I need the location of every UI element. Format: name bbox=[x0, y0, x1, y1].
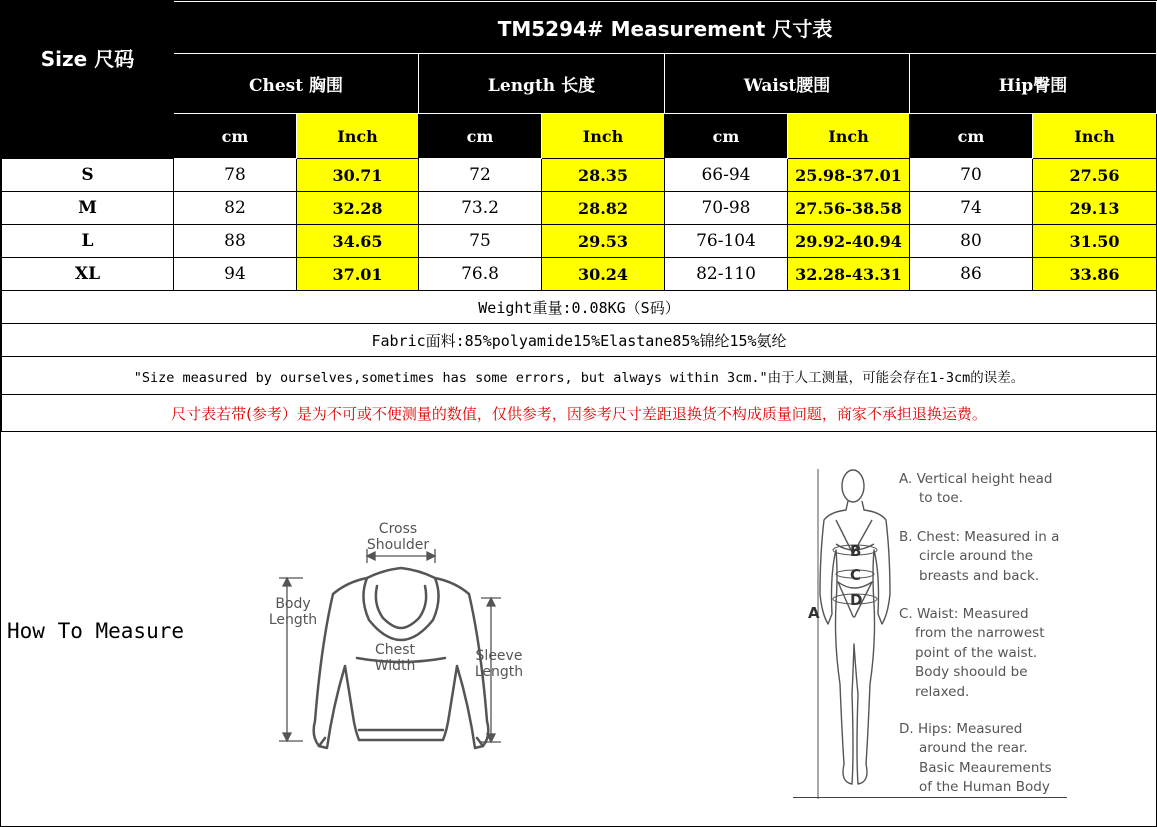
definition-b: B. Chest: Measured in a circle around the breasts and back. bbox=[899, 529, 1060, 584]
waist-cm-cell: 76-104 bbox=[665, 225, 788, 258]
body-length-label: Body Length bbox=[268, 596, 318, 628]
length-inch-cell: 28.35 bbox=[542, 159, 665, 192]
marker-a: A bbox=[808, 604, 820, 622]
length-inch-cell: 30.24 bbox=[542, 258, 665, 291]
hip-inch-cell: 29.13 bbox=[1033, 192, 1157, 225]
hip-cm-cell: 86 bbox=[910, 258, 1033, 291]
group-header-chest: Chest 胸围 bbox=[174, 54, 419, 114]
marker-c: C bbox=[850, 566, 862, 584]
chart-title: TM5294# Measurement 尺寸表 bbox=[174, 2, 1157, 54]
definition-d: D. Hips: Measured around the rear. Basic Meaurements of the Human Body bbox=[899, 721, 1052, 796]
weight-note: Weight重量:0.08KG（S码） bbox=[2, 291, 1157, 324]
measurement-error-note: "Size measured by ourselves,sometimes has some errors, but always within 3cm."由于人工测量，可能会存在1-3cm的误差。 bbox=[2, 357, 1157, 395]
length-cm-cell: 76.8 bbox=[419, 258, 542, 291]
unit-header-inch: Inch bbox=[542, 114, 665, 159]
size-header-spacer bbox=[2, 114, 174, 159]
body-diagram bbox=[796, 464, 916, 804]
length-inch-cell: 29.53 bbox=[542, 225, 665, 258]
hip-cm-cell: 74 bbox=[910, 192, 1033, 225]
garment-diagram bbox=[263, 516, 543, 827]
group-header-waist: Waist腰围 bbox=[665, 54, 910, 114]
waist-cm-cell: 66-94 bbox=[665, 159, 788, 192]
unit-header-cm: cm bbox=[174, 114, 297, 159]
chest-cm-cell: 78 bbox=[174, 159, 297, 192]
size-table bbox=[1, 1, 1157, 432]
unit-header-inch: Inch bbox=[1033, 114, 1157, 159]
group-header-length: Length 长度 bbox=[419, 54, 665, 114]
table-row bbox=[2, 225, 1157, 258]
table-row bbox=[2, 192, 1157, 225]
hip-cm-cell: 70 bbox=[910, 159, 1033, 192]
definition-c: C. Waist: Measured from the narrowest point of the waist. Body shoould be relaxed. bbox=[899, 606, 1045, 700]
size-label: L bbox=[2, 225, 174, 258]
hip-cm-cell: 80 bbox=[910, 225, 1033, 258]
hip-inch-cell: 27.56 bbox=[1033, 159, 1157, 192]
human-body-illustration bbox=[796, 464, 916, 804]
length-cm-cell: 73.2 bbox=[419, 192, 542, 225]
waist-cm-cell: 82-110 bbox=[665, 258, 788, 291]
fabric-note: Fabric面料:85%polyamide15%Elastane85%锦纶15%氨纶 bbox=[2, 324, 1157, 357]
size-label: XL bbox=[2, 258, 174, 291]
sleeve-length-label: Sleeve Length bbox=[474, 648, 524, 680]
chest-cm-cell: 94 bbox=[174, 258, 297, 291]
waist-inch-cell: 25.98-37.01 bbox=[788, 159, 910, 192]
reference-disclaimer: 尺寸表若带(参考）是为不可或不便测量的数值，仅供参考，因参考尺寸差距退换货不构成质量问题，商家不承担退换运费。 bbox=[2, 395, 1157, 432]
size-column-header: Size 尺码 bbox=[2, 2, 174, 114]
definition-a: A. Vertical height head to toe. bbox=[899, 471, 1053, 507]
unit-header-inch: Inch bbox=[788, 114, 910, 159]
marker-b: B bbox=[850, 542, 862, 560]
size-label: S bbox=[2, 159, 174, 192]
length-inch-cell: 28.82 bbox=[542, 192, 665, 225]
length-cm-cell: 72 bbox=[419, 159, 542, 192]
chest-inch-cell: 30.71 bbox=[297, 159, 419, 192]
how-to-measure-section bbox=[1, 431, 1156, 827]
waist-inch-cell: 29.92-40.94 bbox=[788, 225, 910, 258]
table-row bbox=[2, 258, 1157, 291]
unit-header-inch: Inch bbox=[297, 114, 419, 159]
length-cm-cell: 75 bbox=[419, 225, 542, 258]
chest-inch-cell: 34.65 bbox=[297, 225, 419, 258]
chest-inch-cell: 37.01 bbox=[297, 258, 419, 291]
group-header-hip: Hip臀围 bbox=[910, 54, 1157, 114]
how-to-measure-label: How To Measure bbox=[7, 619, 185, 643]
chest-cm-cell: 88 bbox=[174, 225, 297, 258]
table-row bbox=[2, 159, 1157, 192]
unit-header-cm: cm bbox=[910, 114, 1033, 159]
waist-inch-cell: 27.56-38.58 bbox=[788, 192, 910, 225]
waist-cm-cell: 70-98 bbox=[665, 192, 788, 225]
chest-cm-cell: 82 bbox=[174, 192, 297, 225]
hip-inch-cell: 33.86 bbox=[1033, 258, 1157, 291]
cross-shoulder-label: Cross Shoulder bbox=[366, 521, 430, 553]
size-label: M bbox=[2, 192, 174, 225]
marker-d: D bbox=[850, 591, 863, 609]
chest-width-label: Chest Width bbox=[374, 642, 416, 674]
unit-header-cm: cm bbox=[419, 114, 542, 159]
hip-inch-cell: 31.50 bbox=[1033, 225, 1157, 258]
unit-header-cm: cm bbox=[665, 114, 788, 159]
waist-inch-cell: 32.28-43.31 bbox=[788, 258, 910, 291]
chest-inch-cell: 32.28 bbox=[297, 192, 419, 225]
